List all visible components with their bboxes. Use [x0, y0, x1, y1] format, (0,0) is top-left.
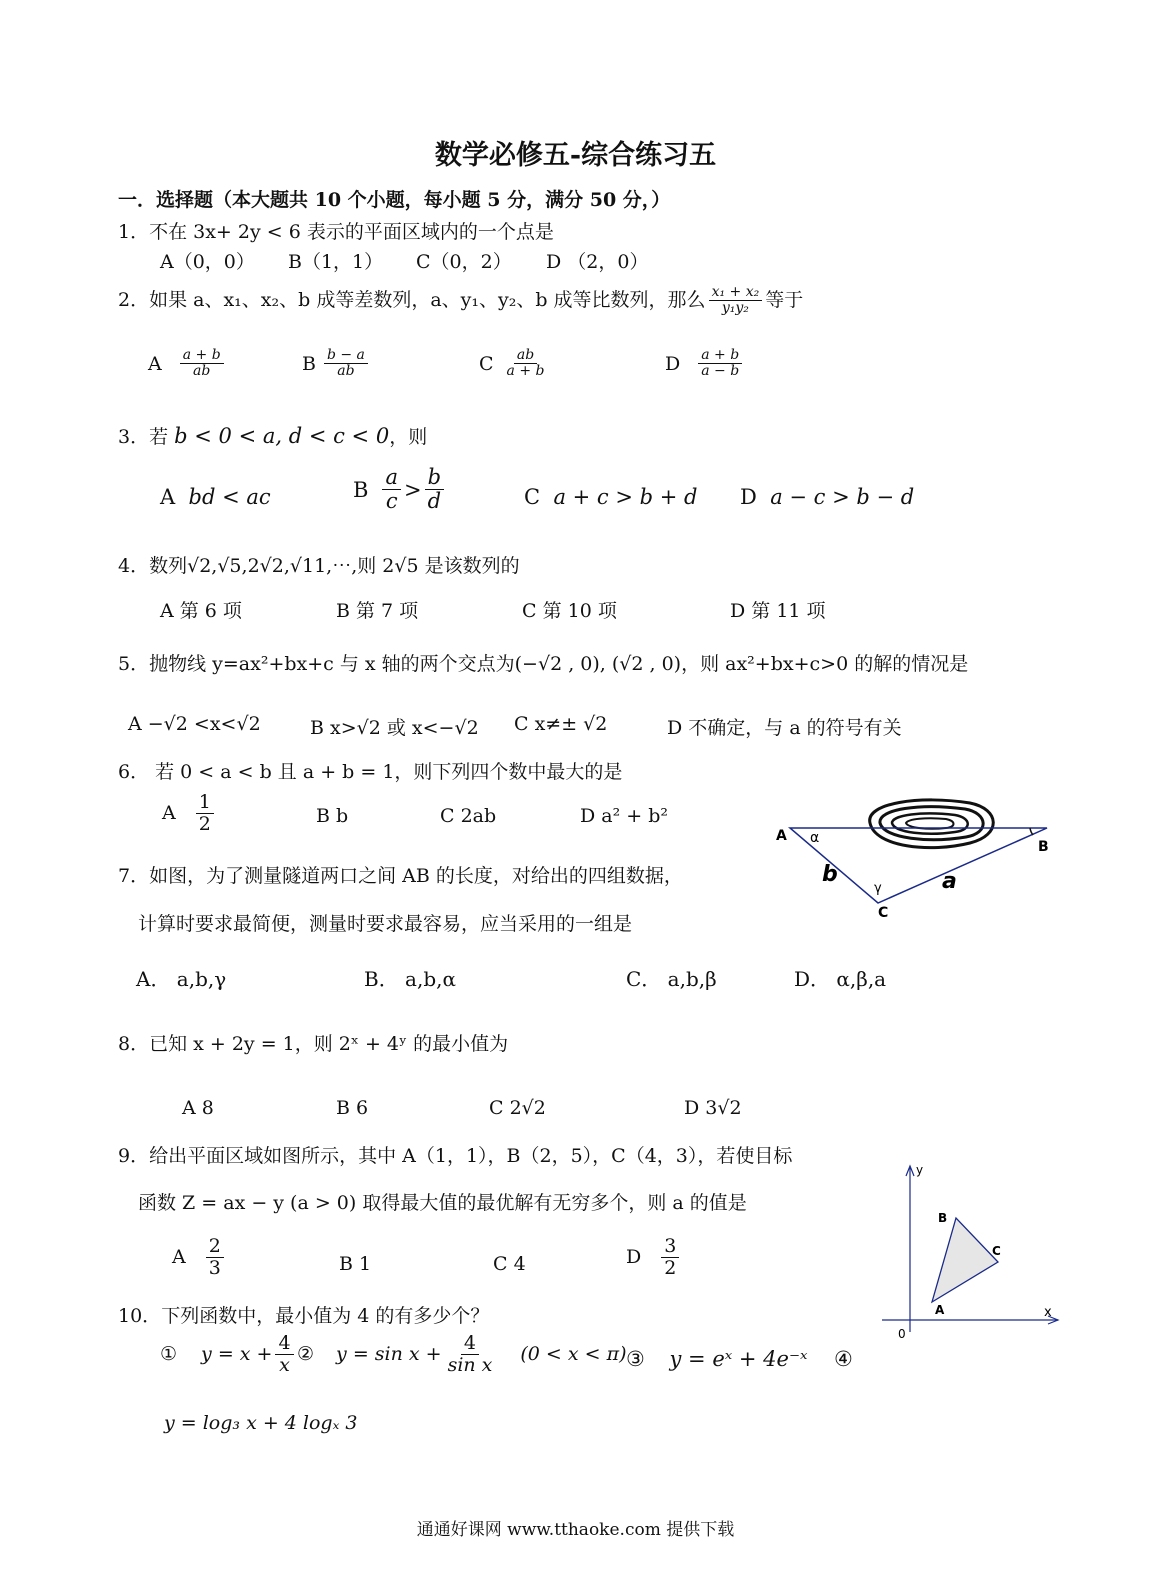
- fraction: [709, 285, 763, 317]
- option-label: D: [740, 485, 757, 509]
- question-number: 10．: [118, 1305, 162, 1327]
- q7-option-a: A． a,b,γ: [136, 967, 227, 991]
- q1-option-a: A（0，0）: [160, 251, 255, 273]
- q3-option-b: [353, 466, 447, 513]
- question-stem: 数列√2,√5,2√2,√11,⋯,则 2√5 是该数列的: [149, 555, 520, 577]
- q4-option-a: A 第 6 项: [160, 600, 242, 622]
- q2-option-a: [148, 348, 227, 380]
- fraction-denominator: c: [385, 489, 398, 514]
- question-stem: 不在 3x+ 2y < 6 表示的平面区域内的一个点是: [149, 221, 554, 243]
- fraction-numerator: ab: [514, 348, 537, 364]
- fraction: [324, 348, 368, 380]
- option-label: C: [479, 352, 494, 375]
- option-label: C: [524, 485, 541, 509]
- q3-option-c: [524, 485, 697, 509]
- gamma-label: γ: [874, 881, 882, 896]
- fraction-denominator: 2: [664, 1256, 677, 1279]
- question-4: [118, 551, 520, 578]
- fraction-denominator: 2: [198, 812, 211, 835]
- alpha-label: α: [810, 830, 820, 846]
- page-title: 数学必修五-综合练习五: [434, 140, 717, 171]
- fraction-numerator: b: [425, 466, 444, 490]
- fraction: [445, 1333, 496, 1376]
- point-c-label: C: [992, 1244, 1001, 1258]
- question-7-line2: 计算时要求最简便，测量时要求最容易，应当采用的一组是: [138, 913, 633, 935]
- q5-option-d: D 不确定，与 a 的符号有关: [667, 717, 902, 739]
- fraction-denominator: ab: [337, 363, 355, 380]
- question-stem-end: 等于: [765, 289, 804, 311]
- question-stem: 抛物线 y=ax²+bx+c 与 x 轴的两个交点为(−√2 , 0), (√2 , 0)，则 ax²+bx+c>0 的解的情况是: [149, 653, 969, 675]
- question-number: 4．: [118, 555, 150, 577]
- vertex-b-label: B: [1038, 839, 1049, 855]
- question-9-line2: 函数 Z = ax − y (a > 0) 取得最大值的最优解有无穷多个，则 a 的值是: [138, 1192, 747, 1214]
- question-8: [118, 1029, 508, 1056]
- question-number: 5．: [118, 653, 150, 675]
- footer: 通通好课网 www.tthaoke.com 提供下载: [416, 1520, 735, 1540]
- question-number: 3．: [118, 426, 150, 448]
- fraction: [180, 348, 224, 380]
- side-a-label: a: [942, 869, 957, 894]
- q10-function-3: [626, 1347, 807, 1371]
- fraction-numerator: x₁ + x₂: [709, 285, 763, 301]
- question-stem: 如果 a、x₁、x₂、b 成等差数列，a、y₁、y₂、b 成等比数列，那么: [149, 289, 706, 311]
- feasible-region: [932, 1218, 998, 1302]
- fraction-numerator: 1: [196, 792, 214, 814]
- option-label: D: [665, 352, 681, 375]
- q1-option-b: B（1，1）: [288, 251, 384, 273]
- question-number: 7．: [118, 865, 150, 887]
- fraction: [698, 348, 742, 380]
- origin-label: 0: [898, 1327, 906, 1341]
- fraction-numerator: a: [382, 466, 401, 490]
- q1-option-c: C（0，2）: [416, 251, 512, 273]
- option-text: a − c > b − d: [770, 485, 915, 509]
- q3-option-d: [740, 485, 914, 509]
- question-number: 8．: [118, 1033, 150, 1055]
- option-label: A: [172, 1246, 186, 1269]
- side-b-label: b: [822, 862, 838, 887]
- question-stem: 若 0 < a < b 且 a + b = 1，则下列四个数中最大的是: [155, 761, 623, 783]
- q10-function-4: y = log₃ x + 4 logₓ 3: [164, 1412, 358, 1434]
- question-9: [118, 1141, 792, 1168]
- q5-option-b: B x>√2 或 x<−√2: [310, 717, 479, 739]
- q9-option-a: [172, 1236, 227, 1279]
- question-stem: 给出平面区域如图所示，其中 A（1，1），B（2，5），C（4，3），若使目标: [149, 1145, 793, 1167]
- q4-option-d: D 第 11 项: [730, 600, 826, 622]
- question-number: 6．: [118, 761, 150, 783]
- option-text: bd < ac: [188, 485, 271, 509]
- q6-option-a: [162, 792, 217, 835]
- fraction-numerator: 2: [206, 1236, 224, 1258]
- question-10: [118, 1301, 489, 1328]
- feasible-region-figure: [876, 1160, 1066, 1350]
- option-label: B: [302, 352, 316, 375]
- function-text: y = eˣ + 4e⁻ˣ: [669, 1347, 808, 1371]
- q8-option-c: C 2√2: [489, 1097, 546, 1119]
- question-number: 2．: [118, 289, 150, 311]
- q8-option-b: B 6: [336, 1097, 369, 1119]
- q4-option-b: B 第 7 项: [336, 600, 419, 622]
- relation: >: [403, 477, 422, 502]
- option-label: A: [160, 485, 176, 509]
- fraction-denominator: 3: [208, 1256, 221, 1279]
- circled-number: ②: [297, 1343, 315, 1366]
- q9-option-b: B 1: [339, 1253, 372, 1275]
- q5-option-c: C x≠± √2: [514, 713, 608, 735]
- circled-number: ①: [160, 1343, 178, 1366]
- question-stem: 已知 x + 2y = 1，则 2ˣ + 4ʸ 的最小值为: [149, 1033, 509, 1055]
- circled-number: ③: [626, 1347, 645, 1371]
- q5-option-a: A −√2 <x<√2: [128, 713, 261, 735]
- q4-option-c: C 第 10 项: [522, 600, 617, 622]
- q2-option-c: [479, 348, 551, 380]
- fraction-numerator: 3: [661, 1236, 679, 1258]
- q2-option-b: [302, 348, 371, 380]
- fraction-denominator: a + b: [506, 363, 545, 380]
- fraction: [661, 1236, 679, 1279]
- option-label: A: [148, 352, 162, 375]
- fraction-denominator: y₁y₂: [721, 300, 749, 317]
- fraction-numerator: 4: [275, 1333, 293, 1355]
- fraction-numerator: a + b: [180, 348, 224, 364]
- fraction: [196, 792, 214, 835]
- function-text: y = x +: [201, 1343, 273, 1366]
- q10-circled-4: ④: [834, 1347, 853, 1371]
- question-number: 9．: [118, 1145, 150, 1167]
- q6-option-d: D a² + b²: [580, 805, 668, 827]
- fraction-denominator: ab: [193, 363, 211, 380]
- option-label: D: [626, 1246, 642, 1269]
- fraction: [382, 466, 401, 513]
- fraction-denominator: d: [427, 489, 442, 514]
- fraction: [504, 348, 548, 380]
- domain-text: (0 < x < π): [520, 1343, 627, 1366]
- q6-option-b: B b: [316, 805, 349, 827]
- condition: b < 0 < a, d < c < 0: [174, 424, 390, 448]
- q10-function-2: [297, 1333, 627, 1376]
- q10-function-1: [160, 1333, 297, 1376]
- tunnel-triangle-figure: [770, 795, 1070, 925]
- question-2: [118, 285, 803, 317]
- q6-option-c: C 2ab: [440, 805, 497, 827]
- vertex-a-label: A: [776, 828, 787, 844]
- beta-arc-icon: [1030, 828, 1033, 835]
- q9-option-c: C 4: [493, 1253, 526, 1275]
- question-3: [118, 422, 427, 449]
- question-stem-end: ，则: [389, 426, 428, 448]
- question-number: 1．: [118, 221, 150, 243]
- fraction-numerator: a + b: [698, 348, 742, 364]
- fraction-denominator: x: [279, 1353, 290, 1376]
- x-axis-label: x: [1044, 1305, 1052, 1320]
- function-text: y = sin x +: [336, 1343, 442, 1366]
- q8-option-d: D 3√2: [684, 1097, 742, 1119]
- option-label: A: [162, 802, 176, 825]
- fraction-denominator: a − b: [701, 363, 740, 380]
- tunnel-contour-icon: [870, 800, 994, 848]
- question-stem: 若: [149, 426, 169, 448]
- fraction-denominator: sin x: [447, 1353, 493, 1376]
- question-7: [118, 861, 683, 888]
- fraction-numerator: 4: [461, 1333, 479, 1355]
- question-6: [118, 757, 622, 784]
- q3-option-a: [160, 485, 271, 509]
- fraction-numerator: b − a: [324, 348, 368, 364]
- question-1: [118, 217, 554, 244]
- question-5: [118, 649, 968, 676]
- point-b-label: B: [938, 1211, 948, 1225]
- question-stem: 如图，为了测量隧道两口之间 AB 的长度，对给出的四组数据，: [149, 865, 683, 887]
- q9-option-d: [626, 1236, 682, 1279]
- question-stem: 下列函数中，最小值为 4 的有多少个？: [161, 1305, 490, 1327]
- q2-option-d: [665, 348, 745, 380]
- fraction: [425, 466, 444, 513]
- q7-option-c: C． a,b,β: [626, 967, 717, 991]
- vertex-c-label: C: [878, 905, 889, 921]
- q8-option-a: A 8: [182, 1097, 214, 1119]
- fraction: [275, 1333, 293, 1376]
- q1-option-d: D （2，0）: [546, 251, 649, 273]
- y-axis-label: y: [916, 1163, 924, 1177]
- option-text: a + c > b + d: [553, 485, 698, 509]
- section-heading: 一．选择题（本大题共 10 个小题，每小题 5 分，满分 50 分，）: [118, 189, 671, 211]
- point-a-label: A: [935, 1303, 945, 1317]
- fraction: [206, 1236, 224, 1279]
- q7-option-b: B． a,b,α: [364, 967, 457, 991]
- option-label: B: [353, 477, 369, 502]
- q7-option-d: D． α,β,a: [794, 967, 887, 991]
